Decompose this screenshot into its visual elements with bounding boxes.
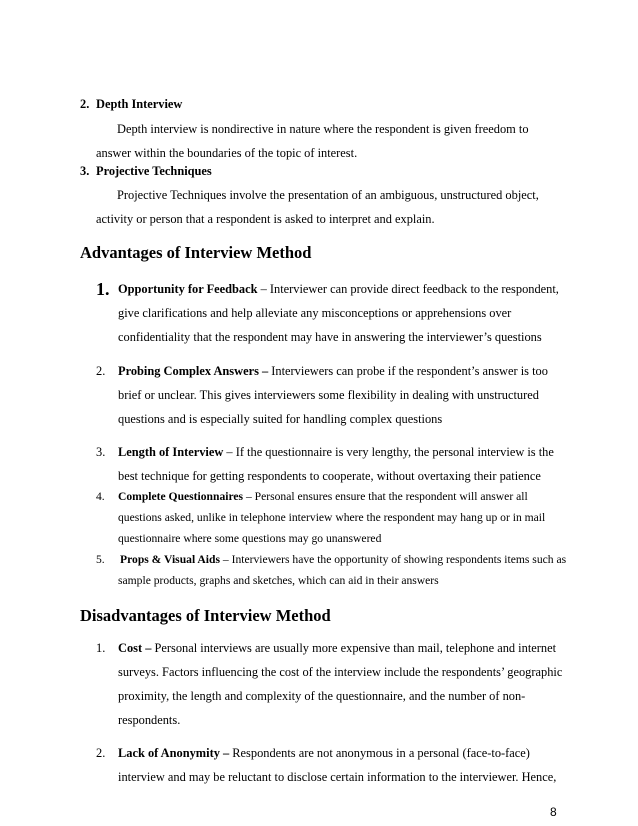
list-item-line: confidentiality that the respondent may have in answering the interviewer’s questions bbox=[118, 330, 542, 344]
item-number: 3. bbox=[96, 445, 106, 459]
list-item-line: Opportunity for Feedback – Interviewer can provide direct feedback to the respondent, bbox=[118, 282, 559, 296]
list-item-line: brief or unclear. This gives interviewers some flexibility in dealing with unstructured bbox=[118, 388, 539, 402]
item-number: 4. bbox=[96, 490, 105, 503]
list-item-line: questionnaire where some questions may go unanswered bbox=[118, 532, 382, 545]
list-item-line: respondents. bbox=[118, 713, 181, 727]
section-heading: Disadvantages of Interview Method bbox=[80, 606, 331, 625]
item-number: 2. bbox=[96, 746, 106, 760]
list-item-line: Length of Interview – If the questionnaire is very lengthy, the personal interview is the bbox=[118, 445, 554, 459]
list-item-line: Cost – Personal interviews are usually more expensive than mail, telephone and internet bbox=[118, 641, 557, 655]
paragraph-line: activity or person that a respondent is asked to interpret and explain. bbox=[96, 212, 435, 226]
item-number: 2. bbox=[96, 364, 106, 378]
paragraph-line: Projective Techniques involve the presentation of an ambiguous, unstructured object, bbox=[117, 188, 539, 202]
list-item-line: sample products, graphs and sketches, which can aid in their answers bbox=[118, 574, 439, 587]
list-item-line: Probing Complex Answers – Interviewers can probe if the respondent’s answer is too bbox=[118, 364, 548, 378]
list-item-line: questions and is especially suited for handling complex questions bbox=[118, 412, 443, 426]
paragraph-line: Depth interview is nondirective in nature where the respondent is given freedom to bbox=[117, 122, 529, 136]
list-item-line: give clarifications and help alleviate any misconceptions or apprehensions over bbox=[118, 306, 512, 320]
item-title: Projective Techniques bbox=[96, 164, 212, 178]
list-item-line: interview and may be reluctant to disclose certain information to the interviewer. Hence, bbox=[118, 770, 557, 784]
list-item-line: proximity, the length and complexity of the questionnaire, and the number of non- bbox=[118, 689, 526, 703]
item-number: 1. bbox=[96, 279, 110, 299]
item-number: 1. bbox=[96, 641, 106, 655]
item-number: 3. bbox=[80, 164, 90, 178]
section-heading: Advantages of Interview Method bbox=[80, 243, 312, 262]
item-number: 5. bbox=[96, 553, 105, 566]
item-number: 2. bbox=[80, 97, 90, 111]
list-item-line: questions asked, unlike in telephone interview where the respondent may hang up or in mail bbox=[118, 511, 546, 524]
list-item-line: surveys. Factors influencing the cost of the interview include the respondents’ geographic bbox=[118, 665, 563, 679]
item-title: Depth Interview bbox=[96, 97, 183, 111]
list-item-line: Lack of Anonymity – Respondents are not anonymous in a personal (face-to-face) bbox=[118, 746, 530, 760]
page-number: 8 bbox=[550, 805, 557, 819]
list-item-line: Complete Questionnaires – Personal ensures ensure that the respondent will answer all bbox=[118, 490, 528, 503]
paragraph-line: answer within the boundaries of the topic of interest. bbox=[96, 146, 358, 160]
list-item-line: Props & Visual Aids – Interviewers have the opportunity of showing respondents items such as bbox=[120, 553, 567, 566]
list-item-line: best technique for getting respondents to cooperate, without overtaxing their patience bbox=[118, 469, 541, 483]
